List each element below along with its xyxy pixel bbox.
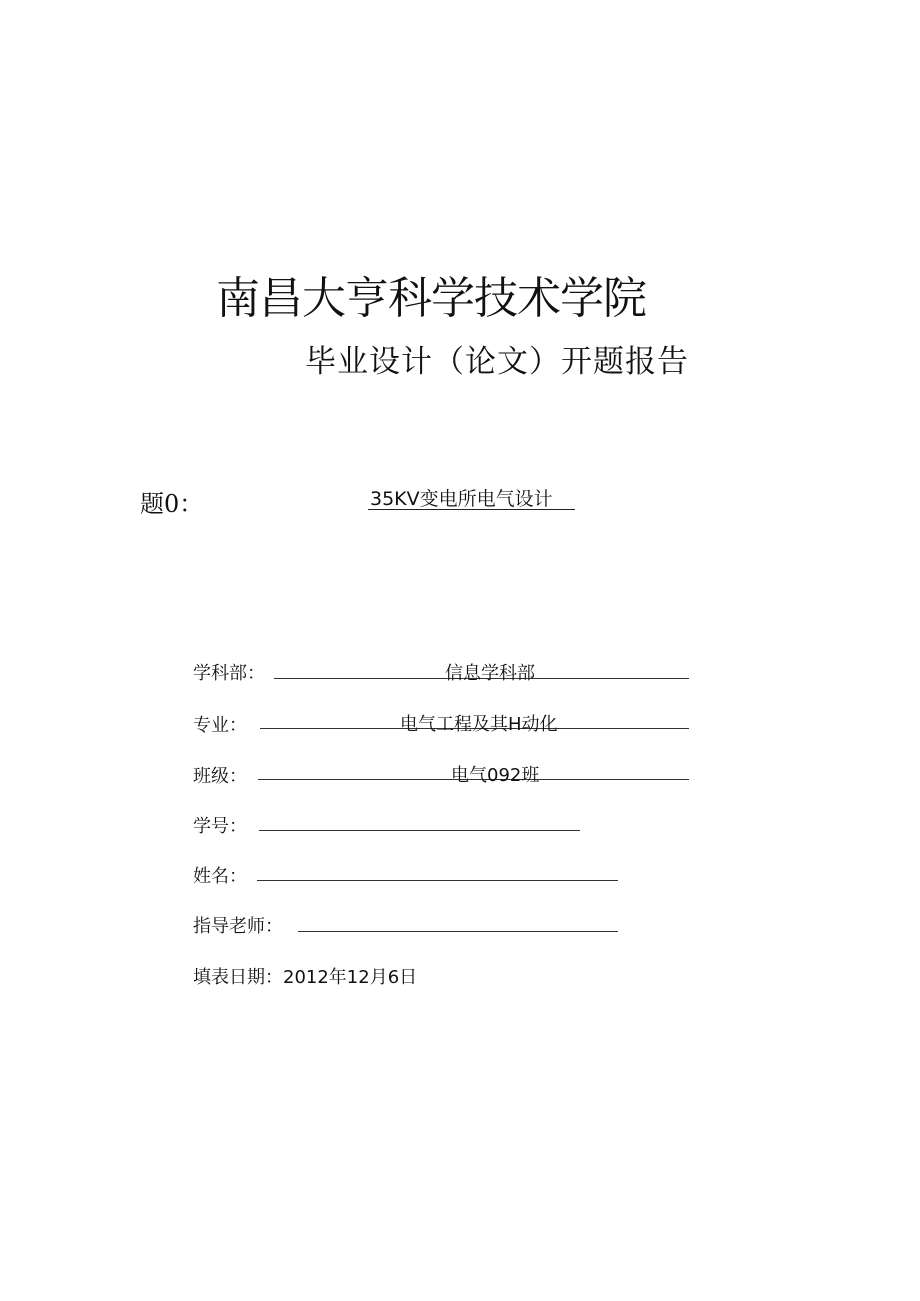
department-label: 学科部：: [193, 663, 265, 684]
name-label: 姓名：: [193, 866, 247, 887]
fill-date-value: 2012年12月6日: [283, 967, 418, 988]
advisor-label: 指导老师：: [193, 916, 283, 937]
advisor-underline: [298, 931, 618, 932]
major-label: 专业：: [193, 715, 247, 736]
topic-underline: [368, 509, 575, 510]
name-underline: [257, 880, 618, 881]
class-value: 电气092班: [451, 765, 540, 786]
department-value: 信息学科部: [445, 663, 535, 684]
report-title: 毕业设计（论文）开题报告: [305, 344, 689, 380]
school-name: 南昌大亨科学技术学院: [216, 273, 646, 324]
topic-label: 题0：: [140, 490, 204, 518]
student-id-label: 学号：: [193, 816, 247, 837]
student-id-underline: [259, 830, 580, 831]
fill-date: [193, 963, 417, 989]
fill-date-label: 填表日期：: [193, 967, 283, 988]
major-value: 电气工程及其H动化: [400, 714, 558, 735]
class-label: 班级：: [193, 766, 247, 787]
topic-value: 35KV变电所电气设计: [370, 488, 553, 510]
